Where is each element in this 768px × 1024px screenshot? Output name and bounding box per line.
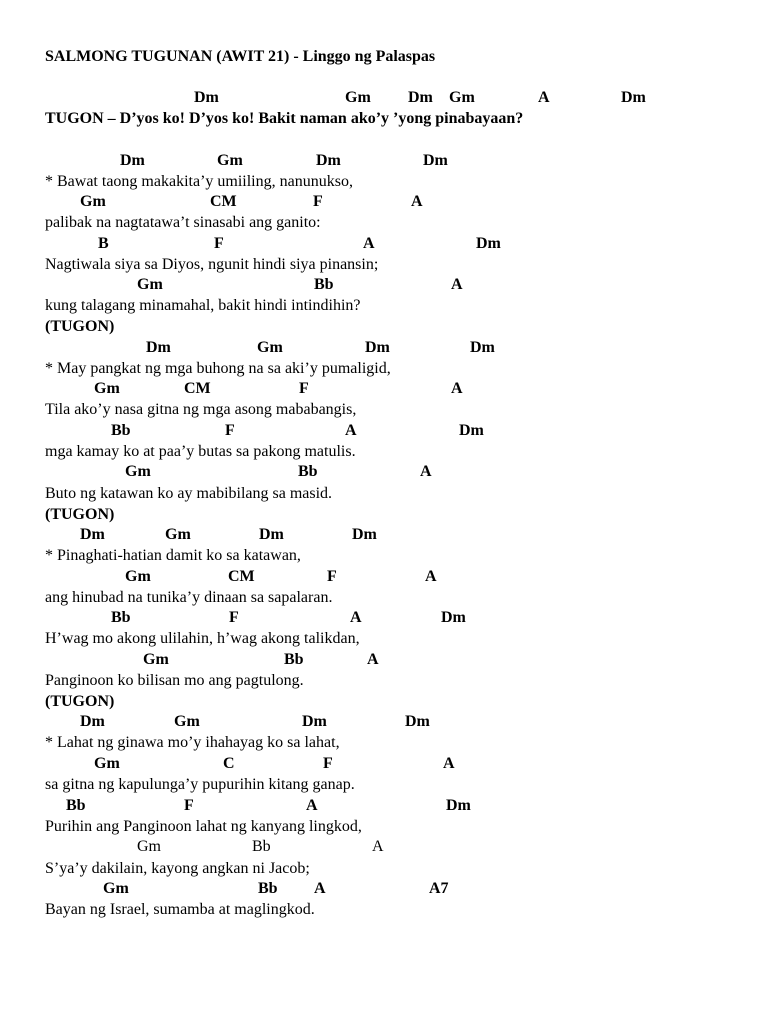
chord-row [0,609,768,629]
refrain-line: TUGON – D’yos ko! D’yos ko! Bakit naman ako’y ’yong pinabayaan? [45,110,524,127]
chord: F [214,235,224,252]
lyric-line: Panginoon ko bilisan mo ang pagtulong. [45,672,304,689]
chord: Bb [252,838,271,855]
chord-row [0,526,768,546]
lyric-line: palibak na nagtatawa’t sinasabi ang ganito: [45,214,321,231]
chord: Dm [120,152,145,169]
lyric-line: S’ya’y dakilain, kayong angkan ni Jacob; [45,860,310,877]
chord: A [314,880,326,897]
chord: Gm [125,463,151,480]
chord-row [0,463,768,483]
chord-row [0,568,768,588]
chord: Gm [449,89,475,106]
chord: Gm [94,755,120,772]
chord: Gm [94,380,120,397]
chord: Dm [405,713,430,730]
chord: F [225,422,235,439]
chord: A [363,235,375,252]
chord: Dm [80,713,105,730]
page-title [45,48,435,66]
chord: A [425,568,437,585]
chord: A [420,463,432,480]
chord: Gm [103,880,129,897]
chord: F [184,797,194,814]
chord: Dm [459,422,484,439]
chord-row [0,838,768,858]
chord: A [411,193,423,210]
chord: F [323,755,333,772]
chord: Dm [316,152,341,169]
refrain-label: (TUGON) [45,506,115,523]
chord: Gm [174,713,200,730]
chord-row [0,880,768,900]
chord: Dm [408,89,433,106]
chord: A [345,422,357,439]
lyric-line: * May pangkat ng mga buhong na sa aki’y pumaligid, [45,360,391,377]
chord: A [367,651,379,668]
refrain-label: (TUGON) [45,693,115,710]
chord: A [443,755,455,772]
chord-row [0,797,768,817]
chord: A [451,380,463,397]
chord: Dm [365,339,390,356]
lyric-line: Buto ng katawan ko ay mabibilang sa masid. [45,485,333,502]
chord-row [0,152,768,172]
chord: Gm [143,651,169,668]
chord-row [0,193,768,213]
chord: CM [228,568,255,585]
chord: Bb [66,797,86,814]
chord: Dm [146,339,171,356]
chord: CM [210,193,237,210]
lyric-line: kung talagang minamahal, bakit hindi intindihin? [45,297,361,314]
chord: Dm [621,89,646,106]
chord: Dm [446,797,471,814]
chord: Gm [257,339,283,356]
chord-row [0,422,768,442]
lyric-line: mga kamay ko at paa’y butas sa pakong matulis. [45,443,356,460]
chord: Gm [80,193,106,210]
chord: C [223,755,235,772]
chord: Bb [284,651,304,668]
chord: Bb [258,880,278,897]
chord: Bb [298,463,318,480]
lyric-line: Nagtiwala siya sa Diyos, ngunit hindi siya pinansin; [45,256,379,273]
title-main: SALMONG TUGUNAN (AWIT 21) - [45,48,303,65]
chord: Dm [423,152,448,169]
chord: Bb [314,276,334,293]
chord-row [0,89,768,109]
chord: Gm [345,89,371,106]
chord: Gm [137,838,161,855]
lyric-line: Purihin ang Panginoon lahat ng kanyang lingkod, [45,818,362,835]
lyric-line: Tila ako’y nasa gitna ng mga asong mababangis, [45,401,357,418]
chord: Bb [111,422,131,439]
chord: Gm [217,152,243,169]
chord: Dm [302,713,327,730]
chord: Dm [441,609,466,626]
lyric-line: ang hinubad na tunika’y dinaan sa sapalaran. [45,589,333,606]
chord: CM [184,380,211,397]
chord: Gm [137,276,163,293]
lyric-line: * Lahat ng ginawa mo’y ihahayag ko sa lahat, [45,734,340,751]
chord: Bb [111,609,131,626]
chord: Dm [259,526,284,543]
chord: F [313,193,323,210]
chord: F [299,380,309,397]
chord: A [451,276,463,293]
chord-row [0,755,768,775]
chord: A [306,797,318,814]
chord: Dm [194,89,219,106]
chord: Gm [165,526,191,543]
refrain-label: (TUGON) [45,318,115,335]
chord: A [372,838,384,855]
chord: Dm [476,235,501,252]
chord: F [229,609,239,626]
chord-row [0,235,768,255]
lyric-line: Bayan ng Israel, sumamba at maglingkod. [45,901,315,918]
chord: Dm [470,339,495,356]
chord-row [0,651,768,671]
chord: Dm [80,526,105,543]
lyric-line: * Pinaghati-hatian damit ko sa katawan, [45,547,301,564]
lyric-line: H’wag mo akong ulilahin, h’wag akong talikdan, [45,630,360,647]
chord: Gm [125,568,151,585]
chord: B [98,235,109,252]
chord: A7 [429,880,449,897]
chord-row [0,276,768,296]
chord: A [538,89,550,106]
chord-row [0,380,768,400]
chord: F [327,568,337,585]
chord: A [350,609,362,626]
chord: Dm [352,526,377,543]
lyric-line: sa gitna ng kapulunga’y pupurihin kitang ganap. [45,776,355,793]
chord-row [0,713,768,733]
lyric-line: * Bawat taong makakita’y umiiling, nanunukso, [45,173,353,190]
chord-row [0,339,768,359]
title-subtitle: Linggo ng Palaspas [302,48,436,65]
